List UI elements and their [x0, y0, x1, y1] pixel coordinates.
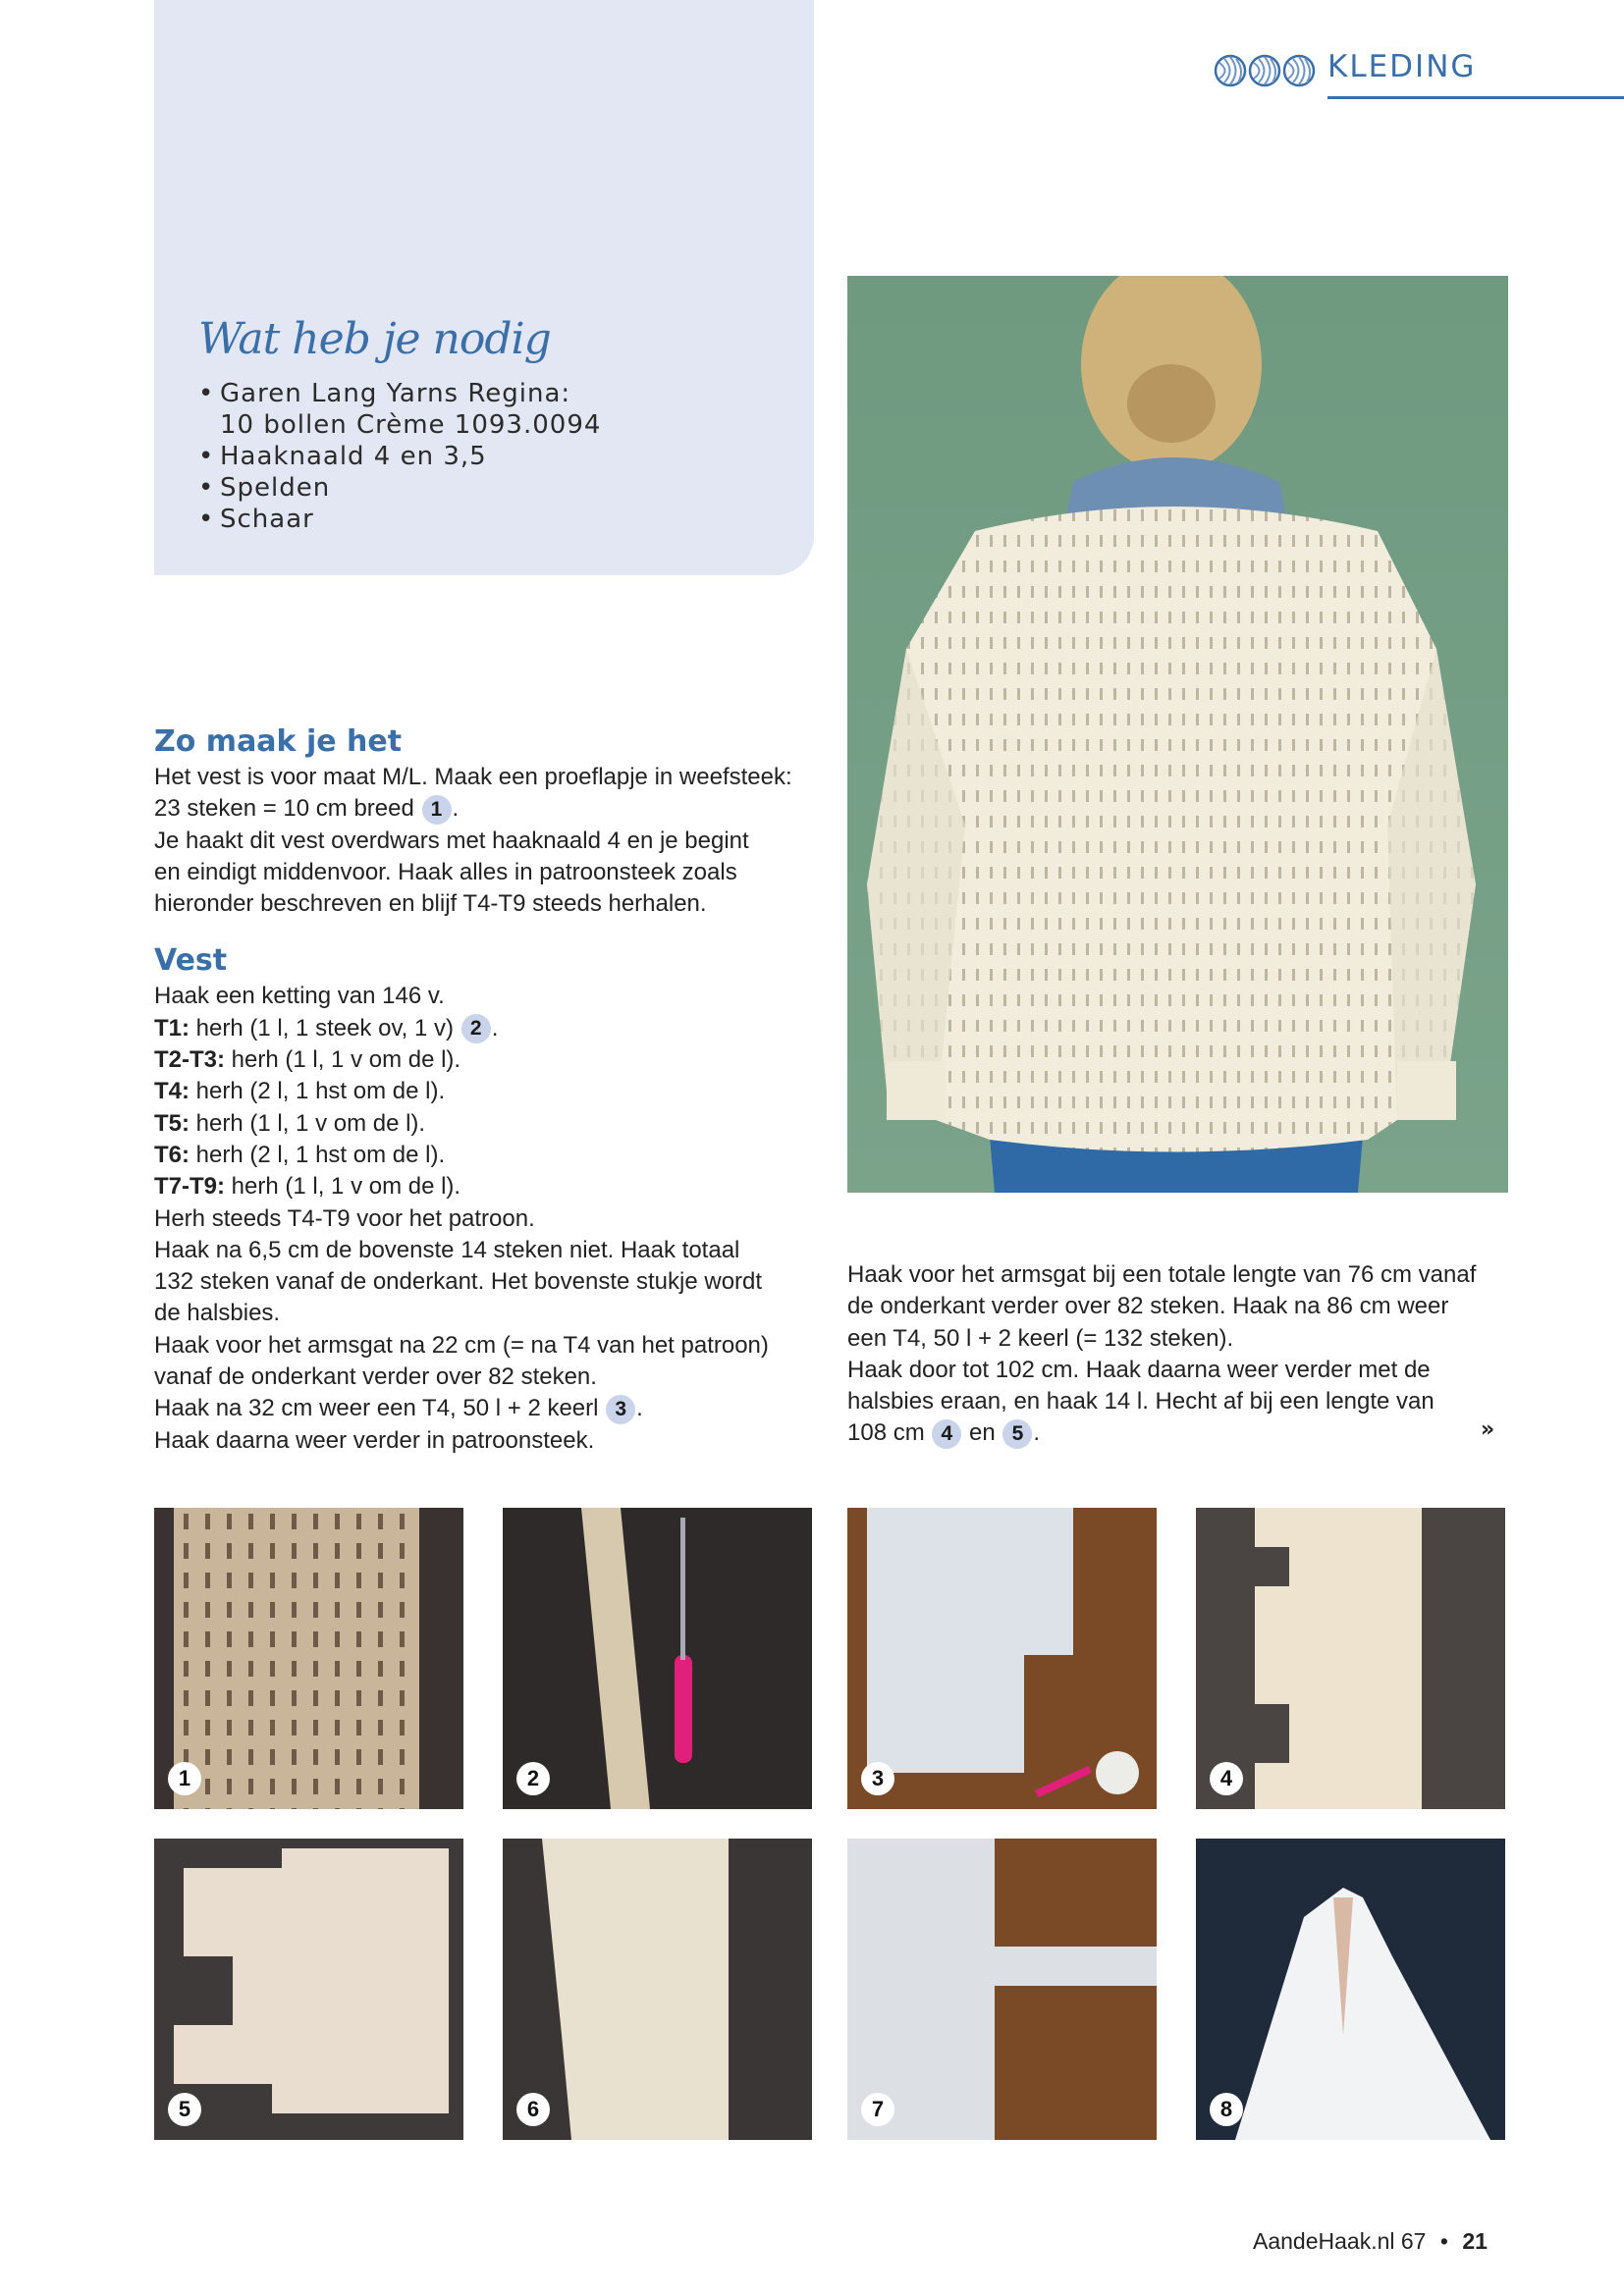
step-badge: 2: [461, 1014, 491, 1043]
text-line: Je haakt dit vest overdwars met haaknaald 4 en je begint: [154, 827, 749, 854]
step-photo-1: [154, 1508, 463, 1809]
list-item: • Haaknaald 4 en 3,5: [198, 442, 487, 471]
step-photo-2: [503, 1508, 812, 1809]
header-rule: [1327, 96, 1624, 99]
text-line: Het vest is voor maat M/L. Maak een proeflapje in weefsteek:: [154, 764, 792, 790]
instructions-left-column: [154, 722, 822, 1457]
text-line: Haak door tot 102 cm. Haak daarna weer verder met de: [847, 1356, 1431, 1383]
step-photo-6: [503, 1839, 812, 2140]
step-number: 6: [516, 2093, 550, 2126]
step-photo-8: [1196, 1839, 1505, 2140]
text-line: Haak een ketting van 146 v.: [154, 983, 445, 1010]
text-line: Haak na 6,5 cm de bovenste 14 steken niet. Haak totaal: [154, 1236, 740, 1263]
text-line: Haak voor het armsgat na 22 cm (= na T4 van het patroon): [154, 1331, 769, 1359]
step-photo-7: [847, 1839, 1157, 2140]
section-header: [1214, 49, 1624, 108]
step-number: 4: [1210, 1762, 1243, 1795]
materials-list: [198, 378, 601, 535]
text-line: Haak daarna weer verder in patroonsteek.: [154, 1426, 595, 1454]
how-to-heading: Zo maak je het: [154, 724, 403, 759]
text-line: hieronder beschreven en blijf T4-T9 steeds herhalen.: [154, 890, 707, 918]
text-line: Herh steeds T4-T9 voor het patroon.: [154, 1204, 535, 1232]
footer-separator: •: [1439, 2228, 1448, 2254]
step-number: 1: [168, 1762, 201, 1795]
step-badge: 1: [422, 795, 452, 825]
text-line: T7-T9: herh (1 l, 1 v om de l).: [154, 1173, 461, 1201]
step-badge: 4: [932, 1419, 961, 1449]
step-number: 3: [861, 1762, 894, 1795]
materials-title: Wat heb je nodig: [198, 314, 551, 364]
step-photo-3: [847, 1508, 1157, 1809]
list-item: • Schaar: [198, 505, 314, 534]
text-line: T4: herh (2 l, 1 hst om de l).: [154, 1078, 446, 1105]
text-line: halsbies eraan, en haak 14 l. Hecht af bij een lengte van: [847, 1388, 1435, 1415]
text-line: T1: herh (1 l, 1 steek ov, 1 v) 2 .: [154, 1013, 822, 1044]
magazine-name: AandeHaak.nl 67: [1253, 2228, 1427, 2254]
step-badge: 5: [1002, 1419, 1032, 1449]
text-line: de halsbies.: [154, 1300, 281, 1327]
yarn-balls-icon: [1214, 53, 1316, 88]
text-line: T6: herh (2 l, 1 hst om de l).: [154, 1141, 446, 1168]
vest-heading: Vest: [154, 943, 228, 979]
text-line: Haak voor het armsgat bij een totale lengte van 76 cm vanaf: [847, 1261, 1477, 1288]
text-line: en eindigt middenvoor. Haak alles in patroonsteek zoals: [154, 858, 737, 885]
step-photo-5: [154, 1839, 463, 2140]
list-item: 10 bollen Crème 1093.0094: [220, 410, 602, 440]
text-line: een T4, 50 l + 2 keerl (= 132 steken).: [847, 1324, 1234, 1352]
section-label: KLEDING: [1327, 49, 1477, 84]
cardigan-photo-illustration: [847, 276, 1508, 1193]
text-line: 108 cm 4 en 5 .: [847, 1417, 1515, 1449]
text-line: T5: herh (1 l, 1 v om de l).: [154, 1109, 426, 1137]
list-item: • Spelden: [198, 473, 331, 503]
step-number: 2: [516, 1762, 550, 1795]
step-photo-4: [1196, 1508, 1505, 1809]
text-line: 23 steken = 10 cm breed 1 .: [154, 793, 822, 825]
materials-box: [154, 0, 814, 575]
instructions-right-column: [847, 1259, 1515, 1450]
main-photo: [847, 276, 1508, 1193]
step-number: 5: [168, 2093, 201, 2126]
continue-arrow-icon: »: [1481, 1417, 1495, 1442]
step-number: 8: [1210, 2093, 1243, 2126]
list-item: • Garen Lang Yarns Regina:: [198, 379, 571, 408]
step-badge: 3: [606, 1395, 635, 1424]
text-line: T2-T3: herh (1 l, 1 v om de l).: [154, 1046, 461, 1074]
text-line: de onderkant verder over 82 steken. Haak na 86 cm weer: [847, 1293, 1449, 1320]
step-number: 7: [861, 2093, 894, 2126]
text-line: vanaf de onderkant verder over 82 steken.: [154, 1363, 597, 1391]
page-number: 21: [1462, 2228, 1488, 2254]
page-footer: [1253, 2228, 1597, 2255]
text-line: 132 steken vanaf de onderkant. Het bovenste stukje wordt: [154, 1268, 763, 1296]
text-line: Haak na 32 cm weer een T4, 50 l + 2 keerl 3 .: [154, 1393, 822, 1424]
